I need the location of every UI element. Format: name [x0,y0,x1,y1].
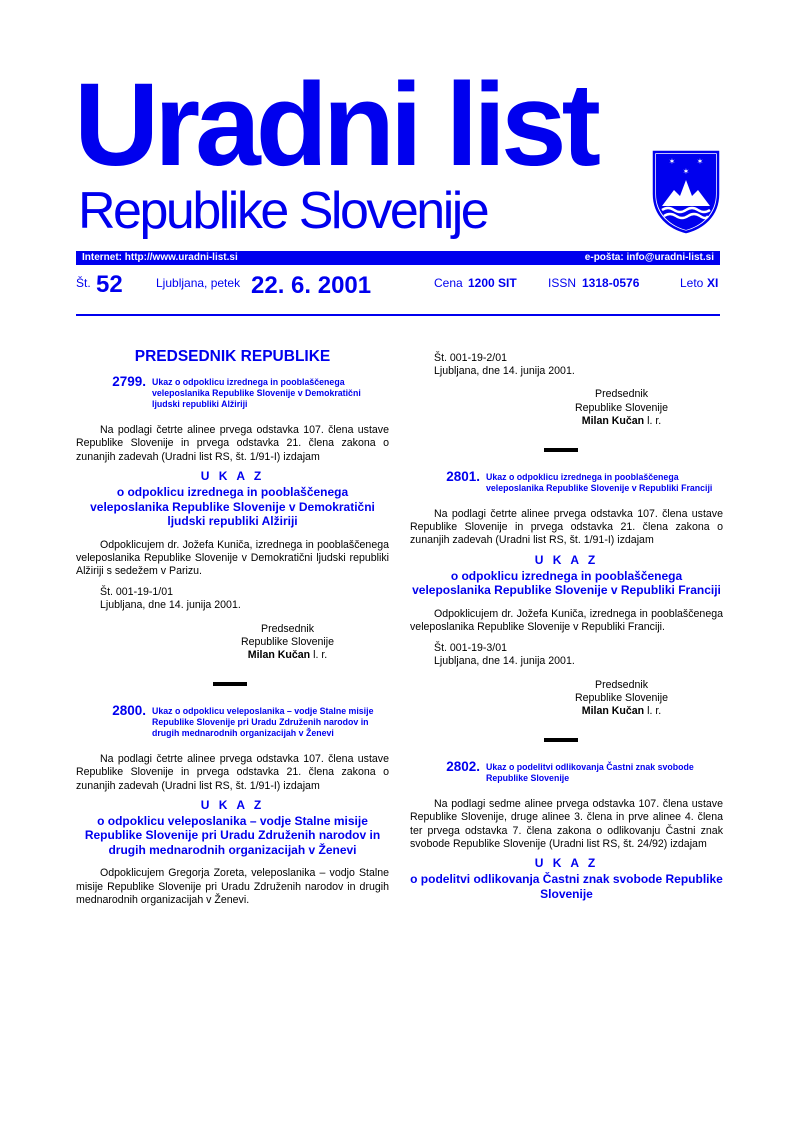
masthead-title: Uradni list [74,59,596,191]
ukaz-title: o podelitvi odlikovanja Častni znak svobode Republike Slovenije [410,872,723,901]
signature-role: Predsednik [595,388,648,401]
ukaz-title: o odpoklicu izrednega in pooblaščenega veleposlanika Republike Slovenije v Republiki Franciji [412,568,721,598]
signature-role: Predsednik [261,622,314,635]
entry-number: 2802. [446,759,480,775]
entry-title: Ukaz o odpoklicu izrednega in pooblaščenega veleposlanika Republike Slovenije v Demokratični ljudski republiki Alžiriji [152,377,361,410]
entry-title: Ukaz o odpoklicu izrednega in pooblaščenega veleposlanika Republike Slovenije v Republiki Franciji [486,472,713,494]
signature-role-country: Republike Slovenije [574,691,669,704]
reference-date: Ljubljana, dne 14. junija 2001. [434,655,575,668]
masthead-info-bar [76,251,720,265]
ukaz-heading: U K A Z [534,856,599,871]
entry-separator [213,682,247,686]
price-label: Cena [434,276,463,290]
issn-value: 1318-0576 [582,276,640,290]
reference-number: Št. 001-19-2/01 [434,352,508,364]
entry-heading [410,470,723,494]
reference-date: Ljubljana, dne 14. junija 2001. [434,365,575,378]
entry-reference [76,586,389,612]
column-right [410,352,723,911]
entry-number: 2800. [112,703,146,719]
column-left [76,340,389,913]
coat-of-arms-icon [652,150,720,234]
ukaz-heading: U K A Z [200,468,265,483]
entry-intro: Na podlagi četrte alinee prvega odstavka 107. člena ustave Republike Slovenije in prvega odstavka 21. člena zakona o zunanjih zadevah (Uradni list RS, št. 1/91-I) izdajam [76,424,389,463]
reference-number: Št. 001-19-3/01 [434,642,508,655]
entry-separator [544,738,578,742]
header-rule [76,314,720,316]
issue-place-day: Ljubljana, petek [156,276,241,290]
ukaz-title: o odpoklicu izrednega in pooblaščenega veleposlanika Republike Slovenije v Demokratični ljudski republiki Alžiriji [90,485,375,529]
entry-title: Ukaz o odpoklicu veleposlanika – vodje Stalne misije Republike Slovenije pri Uradu Združenih narodov in drugih mednarodnih organizacijah v Ženevi [152,706,374,739]
issue-number-label: Št. [76,276,91,290]
signature-block [410,388,723,428]
email-link[interactable]: e-pošta: info@uradni-list.si [584,252,714,263]
issue-info-row [76,272,720,306]
signature-suffix: l. r. [313,648,328,661]
entry-reference [410,642,723,668]
signature-role-country: Republike Slovenije [240,635,335,648]
entry-number: 2799. [112,374,146,390]
svg-text:✶: ✶ [668,157,676,166]
entry-body: Odpoklicujem dr. Jožefa Kuniča, izrednega in pooblaščenega veleposlanika Republike Slovenije v Republiki Franciji. [410,607,723,634]
internet-link[interactable]: Internet: http://www.uradni-list.si [82,252,238,263]
section-title: PREDSEDNIK REPUBLIKE [134,348,331,365]
price-value: 1200 SIT [468,276,517,290]
entry-number: 2801. [446,469,480,485]
year-label: Leto [680,276,704,290]
reference-date: Ljubljana, dne 14. junija 2001. [100,599,241,612]
svg-text:✶: ✶ [682,167,690,176]
entry-separator [544,448,578,452]
signature-block [410,679,723,719]
entry-heading [410,760,723,784]
signature-suffix: l. r. [647,414,662,427]
signature-name: Milan Kučan [581,414,645,427]
ukaz-heading: U K A Z [200,797,265,812]
entry-intro: Na podlagi četrte alinee prvega odstavka 107. člena ustave Republike Slovenije in prvega odstavka 21. člena zakona o zunanjih zadevah (Uradni list RS, št. 1/91-I) izdajam [410,508,723,547]
issue-date: 22. 6. 2001 [251,272,372,299]
masthead-subtitle: Republike Slovenije [78,182,488,240]
reference-number: Št. 001-19-1/01 [100,586,174,599]
entry-reference [410,352,723,378]
ukaz-heading: U K A Z [534,552,599,567]
signature-role: Predsednik [595,678,648,691]
entry-intro: Na podlagi sedme alinee prvega odstavka 107. člena ustave Republike Slovenije, druge alinee 3. člena in prve alinee 4. člena ter prvega odstavka 7. člena zakona o odlikovanju Častni znak svobode Republike Slovenije (Uradni list RS, št. 24/92) izdajam [410,798,723,850]
entry-heading [76,704,389,739]
year-value: XI [707,276,719,290]
signature-name: Milan Kučan [247,648,311,661]
entry-heading [76,375,389,410]
svg-text:✶: ✶ [696,157,704,166]
signature-role-country: Republike Slovenije [574,401,669,414]
signature-suffix: l. r. [647,705,662,718]
ukaz-title: o odpoklicu veleposlanika – vodje Stalne misije Republike Slovenije pri Uradu Združenih narodov in drugih mednarodnih organizacijah v Ženevi [84,813,381,857]
issue-number: 52 [96,271,123,298]
entry-body: Odpoklicujem Gregorja Zoreta, veleposlanika – vodjo Stalne misije Republike Slovenije pri Uradu Združenih narodov in drugih mednarodnih organizacijah v Ženevi. [76,867,389,906]
entry-title: Ukaz o podelitvi odlikovanja Častni znak svobode Republike Slovenije [486,762,694,784]
signature-name: Milan Kučan [581,705,645,718]
entry-intro: Na podlagi četrte alinee prvega odstavka 107. člena ustave Republike Slovenije in prvega odstavka 21. člena zakona o zunanjih zadevah (Uradni list RS, št. 1/91-I) izdajam [76,753,389,792]
issn-label: ISSN [548,276,577,290]
signature-block [76,623,389,663]
entry-body: Odpoklicujem dr. Jožefa Kuniča, izrednega in pooblaščenega veleposlanika Republike Slovenije v Demokratični ljudski republiki Alžiriji s sedežem v Parizu. [76,538,389,577]
